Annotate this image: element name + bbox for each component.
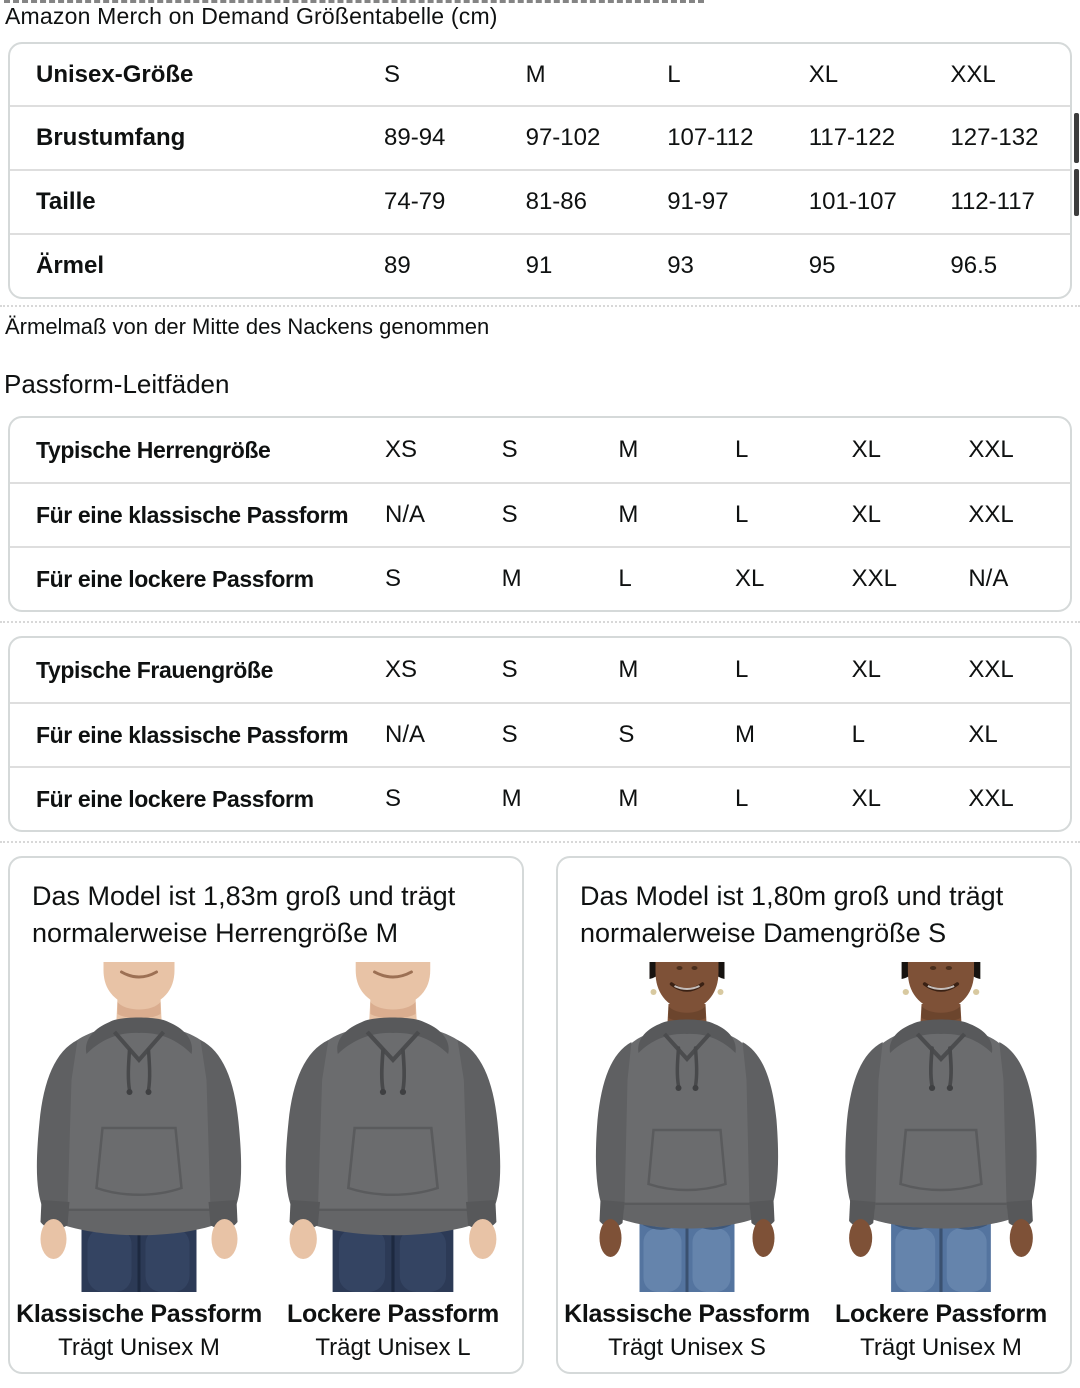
row-label: Brustumfang (36, 124, 186, 151)
caption-subtitle: Trägt Unisex L (315, 1334, 471, 1361)
male-loose-fit-photo (270, 962, 516, 1292)
caption-title: Klassische Passform (564, 1300, 810, 1328)
cell: XL (968, 721, 998, 748)
cell: 97-102 (525, 124, 601, 151)
cell: XS (385, 656, 418, 683)
cell: M (618, 785, 639, 812)
caption-subtitle: Trägt Unisex M (860, 1334, 1022, 1361)
cell: 112-117 (950, 188, 1035, 215)
row-label: Typische Herrengröße (36, 436, 271, 463)
cell: S (501, 501, 518, 528)
cell: XL (734, 565, 765, 592)
table-row-waist (10, 169, 1070, 233)
row-label: Typische Frauengröße (36, 656, 273, 683)
cell: 93 (667, 252, 694, 279)
caption-title: Klassische Passform (16, 1300, 262, 1328)
women-model-card (556, 856, 1072, 1374)
cell: XXL (968, 436, 1014, 463)
photo-column (564, 962, 810, 1362)
cell: S (501, 656, 518, 683)
cell: 101-107 (808, 188, 897, 215)
header-cell: Unisex-Größe (36, 60, 194, 88)
cell: 89 (384, 252, 411, 279)
cell: N/A (385, 501, 426, 528)
female-loose-fit-photo (818, 962, 1064, 1292)
page-title: Amazon Merch on Demand Größentabelle (cm) (5, 3, 498, 29)
men-fit-table (8, 416, 1072, 612)
size-header-l: L (667, 60, 681, 88)
cell: XXL (851, 565, 898, 592)
table-row-sleeve (10, 233, 1070, 297)
cell: XXL (968, 656, 1014, 683)
female-classic-fit-photo (564, 962, 810, 1292)
cell: M (618, 656, 639, 683)
cell: 107-112 (667, 124, 754, 151)
fit-row (10, 546, 1070, 610)
dashed-divider (0, 621, 1080, 623)
model-description: Das Model ist 1,80m groß und trägt normalerweise Damengröße S (580, 881, 1004, 948)
men-model-card (8, 856, 524, 1374)
cell: XL (851, 656, 882, 683)
photo-column (818, 962, 1064, 1362)
fit-row (10, 702, 1070, 766)
male-classic-fit-photo (16, 962, 262, 1292)
caption-subtitle: Trägt Unisex S (608, 1334, 766, 1361)
photo-column (16, 962, 262, 1362)
cell: M (501, 565, 522, 592)
row-label: Für eine klassische Passform (36, 721, 349, 748)
model-description: Das Model ist 1,83m groß und trägt normalerweise Herrengröße M (32, 881, 456, 948)
cell: M (618, 436, 639, 463)
cell: 74-79 (384, 188, 446, 215)
cell: M (734, 721, 755, 748)
cell: L (734, 501, 749, 528)
cell: L (618, 565, 632, 592)
cell: 95 (808, 252, 836, 279)
photo-row (564, 962, 1064, 1362)
caption-title: Lockere Passform (835, 1300, 1047, 1328)
cell: L (734, 785, 749, 812)
cell: XL (851, 501, 882, 528)
scrollbar-thumb[interactable] (1074, 169, 1079, 216)
cell: 96.5 (950, 252, 998, 279)
row-label: Für eine lockere Passform (36, 565, 314, 592)
photo-column (270, 962, 516, 1362)
cell: XL (851, 785, 882, 812)
caption-subtitle: Trägt Unisex M (58, 1334, 220, 1361)
cell: L (851, 721, 866, 748)
cell: 91 (525, 252, 553, 279)
sleeve-note: Ärmelmaß von der Mitte des Nackens genommen (5, 314, 490, 339)
cell: S (618, 721, 635, 748)
cell: 81-86 (525, 188, 587, 215)
row-label: Taille (36, 188, 96, 215)
photo-row (16, 962, 516, 1362)
fit-row (10, 482, 1070, 546)
row-label: Für eine lockere Passform (36, 785, 314, 812)
cell: M (501, 785, 522, 812)
unisex-size-table (8, 42, 1072, 299)
size-header-xl: XL (808, 60, 839, 88)
caption-title: Lockere Passform (287, 1300, 499, 1328)
cell: XL (851, 436, 882, 463)
cell: N/A (385, 721, 426, 748)
cell: N/A (968, 565, 1009, 592)
size-header-m: M (525, 60, 546, 88)
dashed-divider (0, 305, 1080, 307)
dashed-divider (0, 841, 1080, 843)
row-label: Ärmel (36, 252, 105, 279)
fit-section-heading: Passform-Leitfäden (4, 369, 230, 399)
cell: S (501, 436, 518, 463)
cell: XXL (968, 501, 1014, 528)
women-fit-table (8, 636, 1072, 832)
table-header-row (10, 44, 1070, 105)
cell: S (501, 721, 518, 748)
table-row-chest (10, 105, 1070, 169)
cell: L (734, 656, 749, 683)
fit-row (10, 638, 1070, 702)
cell: XXL (968, 785, 1014, 812)
cell: L (734, 436, 749, 463)
cell: S (385, 565, 402, 592)
cell: 89-94 (384, 124, 446, 151)
fit-row (10, 418, 1070, 482)
cell: 117-122 (808, 124, 896, 151)
fit-row (10, 766, 1070, 830)
scrollbar-thumb[interactable] (1074, 113, 1079, 163)
cell: S (385, 785, 402, 812)
cell: 91-97 (667, 188, 729, 215)
size-header-s: S (384, 60, 401, 88)
row-label: Für eine klassische Passform (36, 501, 349, 528)
size-header-xxl: XXL (950, 60, 996, 88)
cell: 127-132 (950, 124, 1039, 151)
cell: XS (385, 436, 418, 463)
cell: M (618, 501, 639, 528)
